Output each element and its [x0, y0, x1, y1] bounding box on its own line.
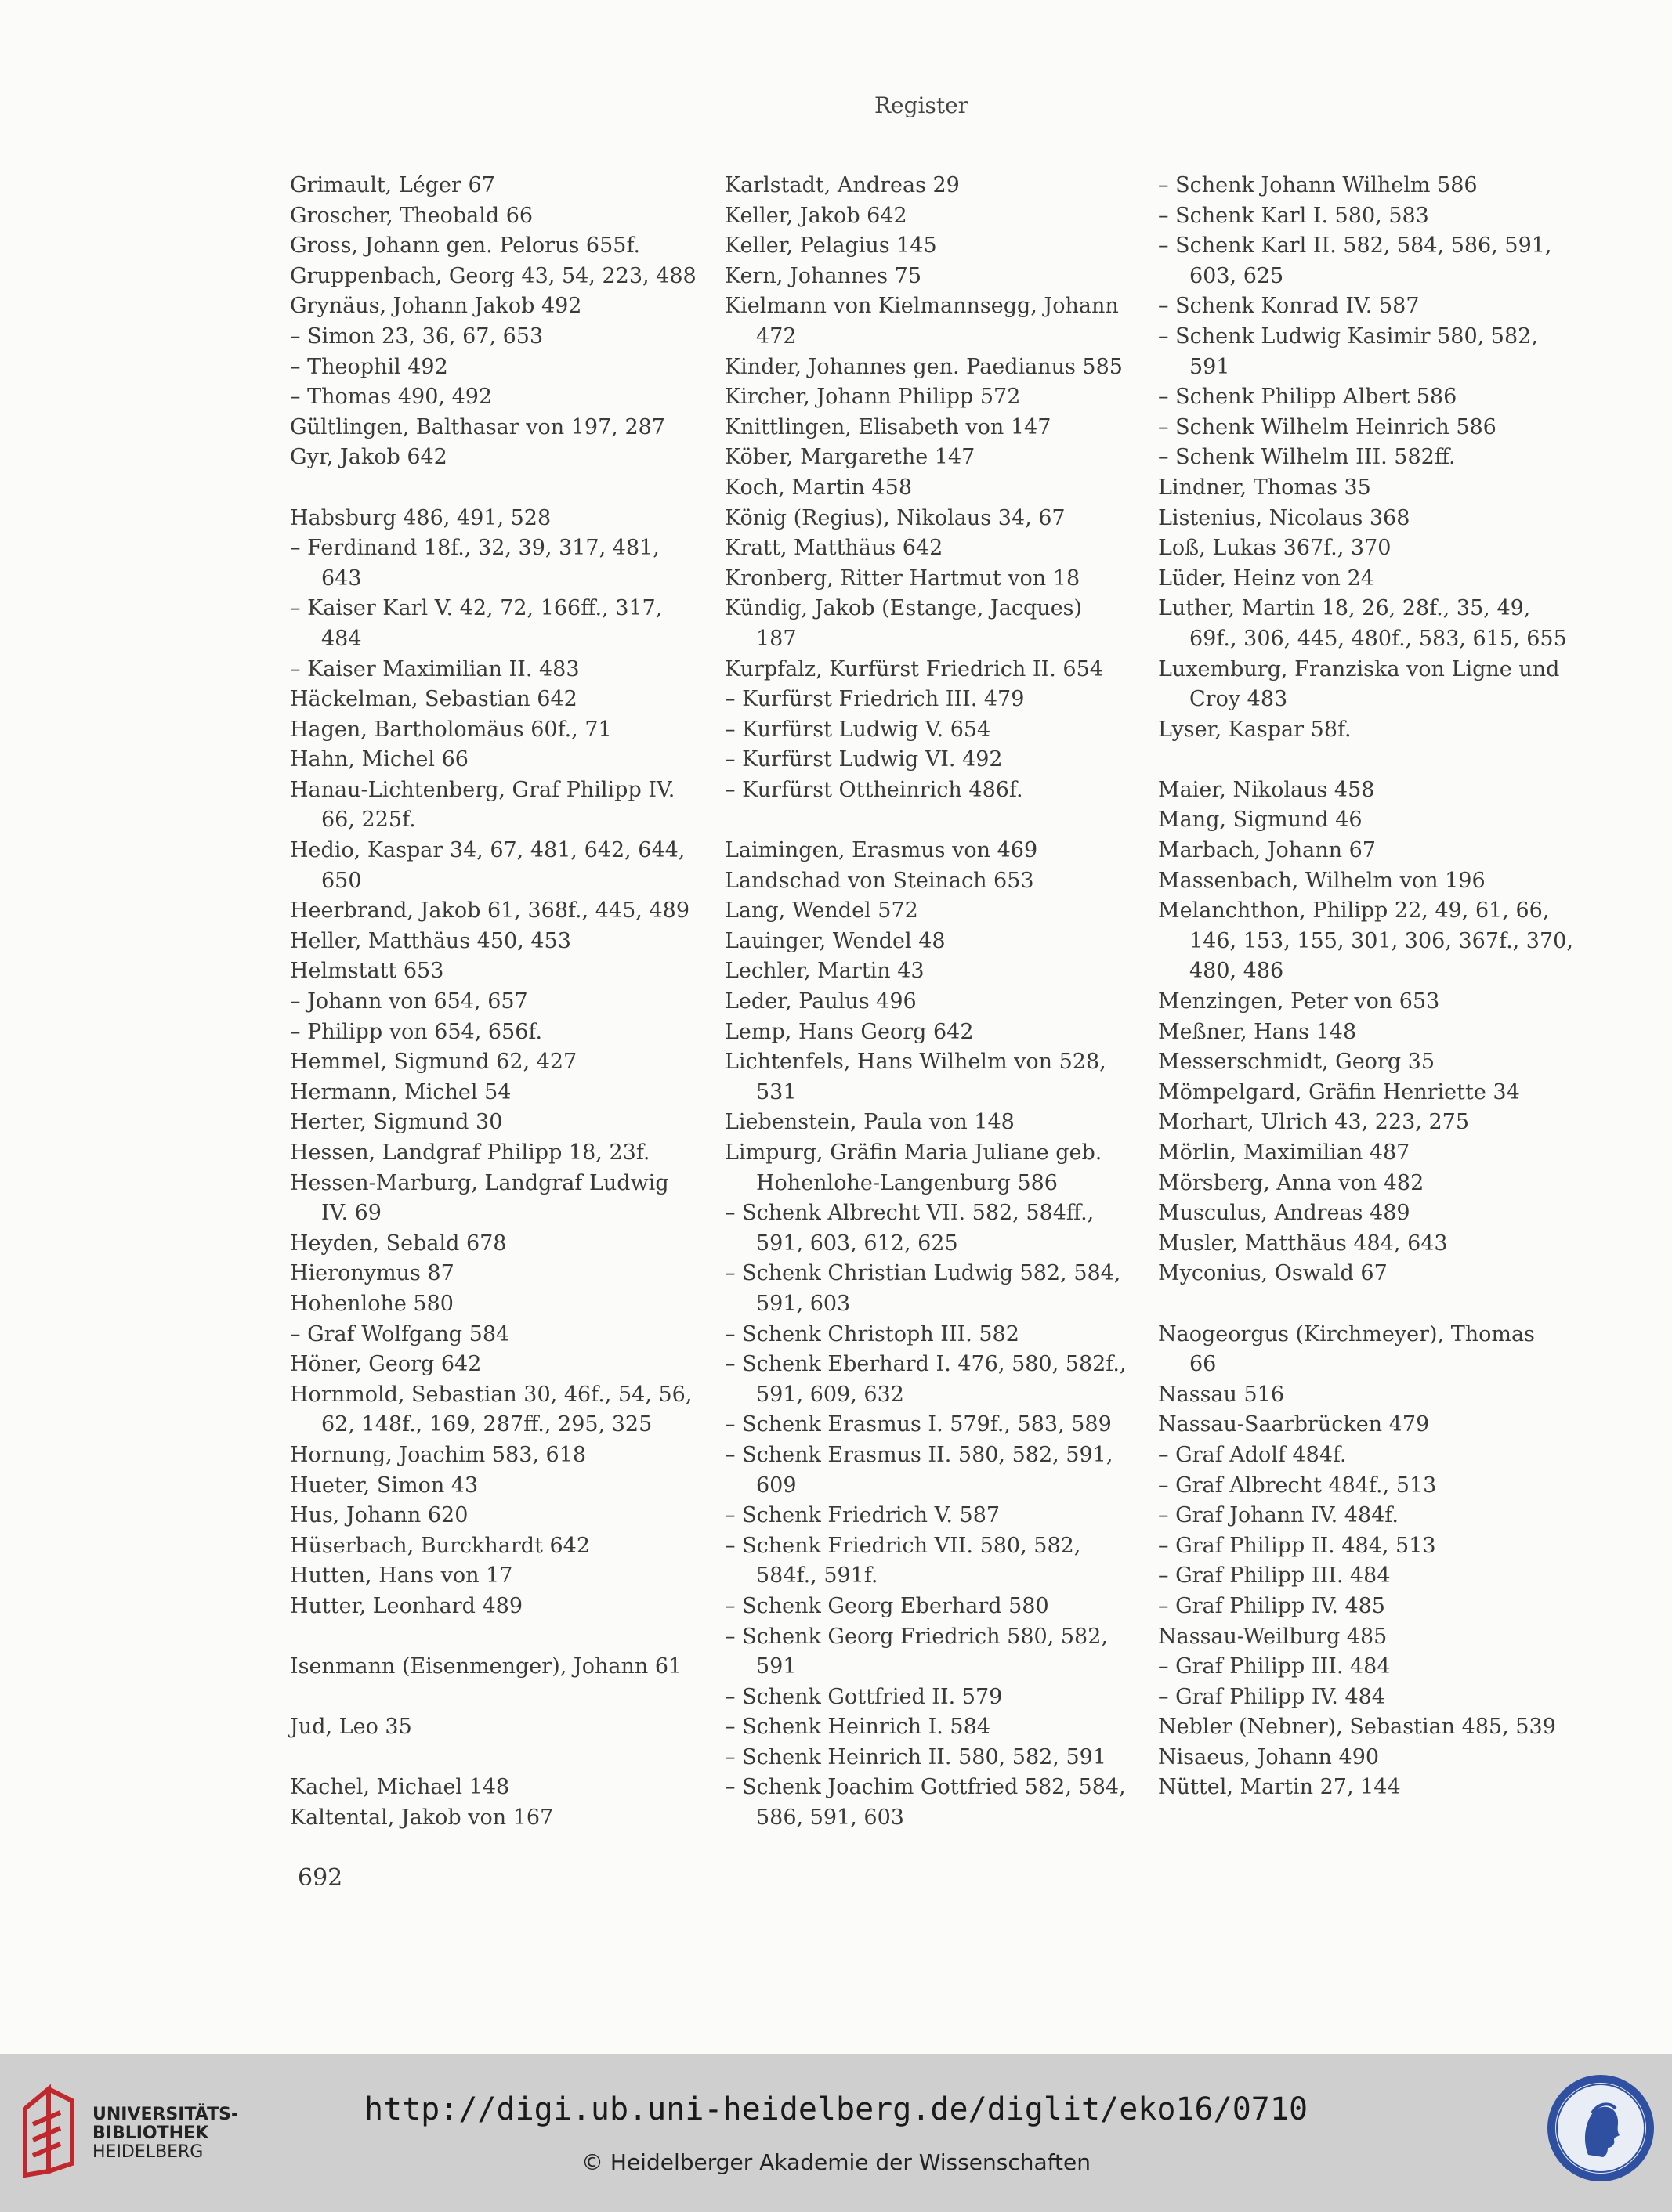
- index-entry: – Schenk Erasmus II. 580, 582, 591,: [725, 1442, 1113, 1467]
- index-entry: – Kurfürst Ludwig V. 654: [725, 717, 991, 742]
- index-entry: Mörsberg, Anna von 482: [1158, 1170, 1424, 1195]
- index-entry: Grimault, Léger 67: [290, 173, 495, 197]
- index-entry: – Schenk Philipp Albert 586: [1158, 385, 1457, 410]
- index-entry: Marbach, Johann 67: [1158, 838, 1376, 863]
- index-entry: Maier, Nikolaus 458: [1158, 777, 1375, 802]
- index-entry: Hueter, Simon 43: [290, 1473, 479, 1498]
- index-entry: Gross, Johann gen. Pelorus 655f.: [290, 233, 641, 258]
- index-entry: Höner, Georg 642: [290, 1352, 482, 1377]
- index-entry-continuation: 643: [321, 566, 362, 591]
- permalink-url[interactable]: http://digi.ub.uni-heidelberg.de/diglit/eko16/0710: [364, 2091, 1308, 2127]
- index-entry: – Johann von 654, 657: [290, 989, 528, 1014]
- index-entry-continuation: 484: [321, 626, 362, 651]
- index-entry-continuation: 586, 591, 603: [756, 1805, 904, 1831]
- index-entry: Hessen-Marburg, Landgraf Ludwig: [290, 1170, 669, 1195]
- index-entry: Herter, Sigmund 30: [290, 1110, 503, 1135]
- index-entry: Hedio, Kaspar 34, 67, 481, 642, 644,: [290, 838, 686, 863]
- index-entry: – Thomas 490, 492: [290, 385, 493, 410]
- index-entry: Keller, Pelagius 145: [725, 233, 937, 258]
- index-entry: Mömpelgard, Gräfin Henriette 34: [1158, 1079, 1520, 1104]
- index-entry: – Schenk Christian Ludwig 582, 584,: [725, 1261, 1121, 1286]
- index-entry: Hieronymus 87: [290, 1261, 454, 1286]
- index-entry: Hahn, Michel 66: [290, 747, 469, 772]
- index-entry: – Schenk Albrecht VII. 582, 584ff.,: [725, 1201, 1095, 1226]
- index-entry-continuation: 69f., 306, 445, 480f., 583, 615, 655: [1189, 626, 1567, 651]
- index-entry-continuation: IV. 69: [321, 1201, 382, 1226]
- library-name-line1: UNIVERSITÄTS-: [92, 2105, 239, 2124]
- index-entry: Kurpfalz, Kurfürst Friedrich II. 654: [725, 656, 1103, 681]
- index-entry: Koch, Martin 458: [725, 475, 913, 500]
- index-entry: – Schenk Wilhelm III. 582ff.: [1158, 445, 1456, 470]
- index-entry: – Graf Philipp IV. 484: [1158, 1684, 1385, 1709]
- index-entry-continuation: 187: [756, 626, 797, 651]
- index-entry-continuation: 472: [756, 323, 797, 349]
- index-column-1: [290, 171, 697, 1834]
- index-entry: Kircher, Johann Philipp 572: [725, 385, 1021, 410]
- page-number: 692: [298, 1864, 343, 1892]
- index-entry: Lang, Wendel 572: [725, 898, 918, 923]
- index-entry: – Graf Philipp IV. 485: [1158, 1593, 1385, 1618]
- index-entry: Mang, Sigmund 46: [1158, 808, 1363, 833]
- index-entry: Kündig, Jakob (Estange, Jacques): [725, 596, 1083, 621]
- index-entry: Musculus, Andreas 489: [1158, 1201, 1410, 1226]
- index-entry: Limpurg, Gräfin Maria Juliane geb.: [725, 1140, 1102, 1165]
- index-entry: – Schenk Christoph III. 582: [725, 1321, 1019, 1346]
- index-entry: Massenbach, Wilhelm von 196: [1158, 868, 1486, 893]
- index-entry: Hohenlohe 580: [290, 1291, 454, 1316]
- index-entry: – Simon 23, 36, 67, 653: [290, 323, 544, 349]
- index-entry-continuation: Hohenlohe-Langenburg 586: [756, 1170, 1058, 1195]
- index-entry: – Kaiser Karl V. 42, 72, 166ff., 317,: [290, 596, 663, 621]
- index-entry-continuation: 584f., 591f.: [756, 1563, 878, 1589]
- index-entry: Kinder, Johannes gen. Paedianus 585: [725, 354, 1123, 379]
- index-entry: Heerbrand, Jakob 61, 368f., 445, 489: [290, 898, 690, 923]
- index-entry: Helmstatt 653: [290, 959, 444, 984]
- index-entry: Laimingen, Erasmus von 469: [725, 838, 1038, 863]
- index-entry: – Schenk Erasmus I. 579f., 583, 589: [725, 1412, 1112, 1437]
- index-entry: Meßner, Hans 148: [1158, 1019, 1357, 1044]
- index-entry: Melanchthon, Philipp 22, 49, 61, 66,: [1158, 898, 1550, 923]
- index-entry: – Schenk Wilhelm Heinrich 586: [1158, 414, 1496, 439]
- index-entry: – Schenk Konrad IV. 587: [1158, 294, 1420, 319]
- index-entry: Mörlin, Maximilian 487: [1158, 1140, 1410, 1165]
- index-entry-continuation: 591, 603: [756, 1291, 851, 1316]
- index-entry: Groscher, Theobald 66: [290, 203, 534, 228]
- index-entry-continuation: 146, 153, 155, 301, 306, 367f., 370,: [1189, 928, 1573, 953]
- viewer-footer: [0, 2054, 1672, 2212]
- index-entry: – Graf Philipp II. 484, 513: [1158, 1533, 1436, 1558]
- index-entry: Lechler, Martin 43: [725, 959, 925, 984]
- index-entry: – Graf Wolfgang 584: [290, 1321, 510, 1346]
- index-entry: – Philipp von 654, 656f.: [290, 1019, 543, 1044]
- index-entry: Hemmel, Sigmund 62, 427: [290, 1050, 577, 1075]
- index-entry: Myconius, Oswald 67: [1158, 1261, 1388, 1286]
- index-entry: Kratt, Matthäus 642: [725, 536, 943, 561]
- index-entry-continuation: 609: [756, 1473, 797, 1498]
- index-entry: Lüder, Heinz von 24: [1158, 566, 1374, 591]
- index-entry: Hessen, Landgraf Philipp 18, 23f.: [290, 1140, 650, 1165]
- index-entry: Heyden, Sebald 678: [290, 1231, 507, 1256]
- index-entry: Isenmann (Eisenmenger), Johann 61: [290, 1654, 682, 1679]
- index-entry: Nebler (Nebner), Sebastian 485, 539: [1158, 1715, 1556, 1740]
- library-name-line2: BIBLIOTHEK: [92, 2123, 209, 2143]
- index-entry-continuation: 591: [1189, 354, 1230, 379]
- index-entry: König (Regius), Nikolaus 34, 67: [725, 505, 1066, 530]
- index-entry: Hanau-Lichtenberg, Graf Philipp IV.: [290, 777, 675, 802]
- index-entry: – Kurfürst Ottheinrich 486f.: [725, 777, 1023, 802]
- index-entry: – Graf Philipp III. 484: [1158, 1563, 1391, 1589]
- index-entry-continuation: 650: [321, 868, 362, 893]
- index-entry: Nüttel, Martin 27, 144: [1158, 1775, 1401, 1800]
- index-entry: Hermann, Michel 54: [290, 1079, 512, 1104]
- index-entry: – Schenk Gottfried II. 579: [725, 1684, 1003, 1709]
- index-entry: Hagen, Bartholomäus 60f., 71: [290, 717, 612, 742]
- index-entry: Kern, Johannes 75: [725, 263, 922, 288]
- index-entry: Loß, Lukas 367f., 370: [1158, 536, 1392, 561]
- index-entry: Leder, Paulus 496: [725, 989, 917, 1014]
- index-entry: Kronberg, Ritter Hartmut von 18: [725, 566, 1080, 591]
- index-entry: Karlstadt, Andreas 29: [725, 173, 960, 197]
- index-entry: – Graf Philipp III. 484: [1158, 1654, 1391, 1679]
- index-entry-continuation: 62, 148f., 169, 287ff., 295, 325: [321, 1412, 653, 1437]
- index-entry: – Schenk Friedrich VII. 580, 582,: [725, 1533, 1081, 1558]
- index-entry: Nassau-Saarbrücken 479: [1158, 1412, 1430, 1437]
- index-entry: Knittlingen, Elisabeth von 147: [725, 414, 1051, 439]
- index-entry: Jud, Leo 35: [290, 1715, 412, 1740]
- index-entry: Kielmann von Kielmannsegg, Johann: [725, 294, 1119, 319]
- index-entry: Listenius, Nicolaus 368: [1158, 505, 1410, 530]
- index-entry-continuation: 66, 225f.: [321, 808, 416, 833]
- index-entry: – Schenk Eberhard I. 476, 580, 582f.,: [725, 1352, 1127, 1377]
- index-entry: Nisaeus, Johann 490: [1158, 1744, 1380, 1769]
- copyright-notice: © Heidelberger Akademie der Wissenschaften: [581, 2149, 1091, 2175]
- index-entry: Hutten, Hans von 17: [290, 1563, 513, 1589]
- running-header: Register: [874, 92, 969, 118]
- index-entry: – Graf Albrecht 484f., 513: [1158, 1473, 1437, 1498]
- index-entry: – Schenk Karl II. 582, 584, 586, 591,: [1158, 233, 1552, 258]
- index-entry-continuation: Croy 483: [1189, 687, 1288, 712]
- index-entry: Hus, Johann 620: [290, 1503, 469, 1528]
- index-entry: Heller, Matthäus 450, 453: [290, 928, 571, 953]
- index-entry: – Kaiser Maximilian II. 483: [290, 656, 580, 681]
- index-entry: – Schenk Karl I. 580, 583: [1158, 203, 1429, 228]
- index-entry: – Schenk Heinrich I. 584: [725, 1715, 990, 1740]
- index-entry: Häckelman, Sebastian 642: [290, 687, 577, 712]
- index-entry: Messerschmidt, Georg 35: [1158, 1050, 1435, 1075]
- index-entry: Lyser, Kaspar 58f.: [1158, 717, 1352, 742]
- index-entry: Habsburg 486, 491, 528: [290, 505, 552, 530]
- index-entry: Hüserbach, Burckhardt 642: [290, 1533, 590, 1558]
- index-entry: Kachel, Michael 148: [290, 1775, 510, 1800]
- index-entry: Hornmold, Sebastian 30, 46f., 54, 56,: [290, 1382, 693, 1407]
- index-entry-continuation: 591, 603, 612, 625: [756, 1231, 958, 1256]
- index-entry: – Schenk Friedrich V. 587: [725, 1503, 1001, 1528]
- index-entry-continuation: 531: [756, 1079, 797, 1104]
- index-entry: – Kurfürst Friedrich III. 479: [725, 687, 1025, 712]
- index-entry: – Schenk Johann Wilhelm 586: [1158, 173, 1478, 197]
- index-column-3: [1158, 171, 1581, 1803]
- index-entry: Gültlingen, Balthasar von 197, 287: [290, 414, 665, 439]
- index-entry: Köber, Margarethe 147: [725, 445, 975, 470]
- index-entry: Nassau 516: [1158, 1382, 1285, 1407]
- index-entry: Nassau-Weilburg 485: [1158, 1624, 1388, 1649]
- index-entry: Musler, Matthäus 484, 643: [1158, 1231, 1448, 1256]
- index-entry: Gruppenbach, Georg 43, 54, 223, 488: [290, 263, 697, 288]
- index-entry: – Ferdinand 18f., 32, 39, 317, 481,: [290, 536, 660, 561]
- index-entry-continuation: 591: [756, 1654, 797, 1679]
- index-entry: Naogeorgus (Kirchmeyer), Thomas: [1158, 1321, 1535, 1346]
- index-entry: Luxemburg, Franziska von Ligne und: [1158, 656, 1560, 681]
- index-entry: Lichtenfels, Hans Wilhelm von 528,: [725, 1050, 1106, 1075]
- index-entry: Gyr, Jakob 642: [290, 445, 447, 470]
- index-entry: – Schenk Ludwig Kasimir 580, 582,: [1158, 323, 1538, 349]
- index-column-2: [725, 171, 1140, 1834]
- index-entry: – Schenk Georg Friedrich 580, 582,: [725, 1624, 1108, 1649]
- index-entry-continuation: 603, 625: [1189, 263, 1284, 288]
- library-name-line3: HEIDELBERG: [92, 2142, 204, 2162]
- index-entry: Liebenstein, Paula von 148: [725, 1110, 1015, 1135]
- index-entry: Keller, Jakob 642: [725, 203, 907, 228]
- index-entry: Grynäus, Johann Jakob 492: [290, 294, 582, 319]
- index-entry: Hutter, Leonhard 489: [290, 1593, 523, 1618]
- index-entry: Landschad von Steinach 653: [725, 868, 1034, 893]
- index-entry: Menzingen, Peter von 653: [1158, 989, 1440, 1014]
- index-entry: – Kurfürst Ludwig VI. 492: [725, 747, 1003, 772]
- index-entry: – Graf Johann IV. 484f.: [1158, 1503, 1399, 1528]
- index-entry: Kaltental, Jakob von 167: [290, 1805, 554, 1831]
- index-entry: Morhart, Ulrich 43, 223, 275: [1158, 1110, 1469, 1135]
- index-entry: – Schenk Joachim Gottfried 582, 584,: [725, 1775, 1126, 1800]
- index-entry: – Graf Adolf 484f.: [1158, 1442, 1347, 1467]
- index-entry: Hornung, Joachim 583, 618: [290, 1442, 587, 1467]
- index-entry: Lemp, Hans Georg 642: [725, 1019, 974, 1044]
- index-entry: Lauinger, Wendel 48: [725, 928, 946, 953]
- index-entry: Lindner, Thomas 35: [1158, 475, 1371, 500]
- index-entry: – Theophil 492: [290, 354, 448, 379]
- index-entry-continuation: 591, 609, 632: [756, 1382, 904, 1407]
- academy-seal-icon[interactable]: [1545, 2073, 1656, 2184]
- index-entry: Luther, Martin 18, 26, 28f., 35, 49,: [1158, 596, 1531, 621]
- index-entry: – Schenk Georg Eberhard 580: [725, 1593, 1049, 1618]
- index-entry-continuation: 480, 486: [1189, 959, 1284, 984]
- index-entry-continuation: 66: [1189, 1352, 1217, 1377]
- index-entry: – Schenk Heinrich II. 580, 582, 591: [725, 1744, 1107, 1769]
